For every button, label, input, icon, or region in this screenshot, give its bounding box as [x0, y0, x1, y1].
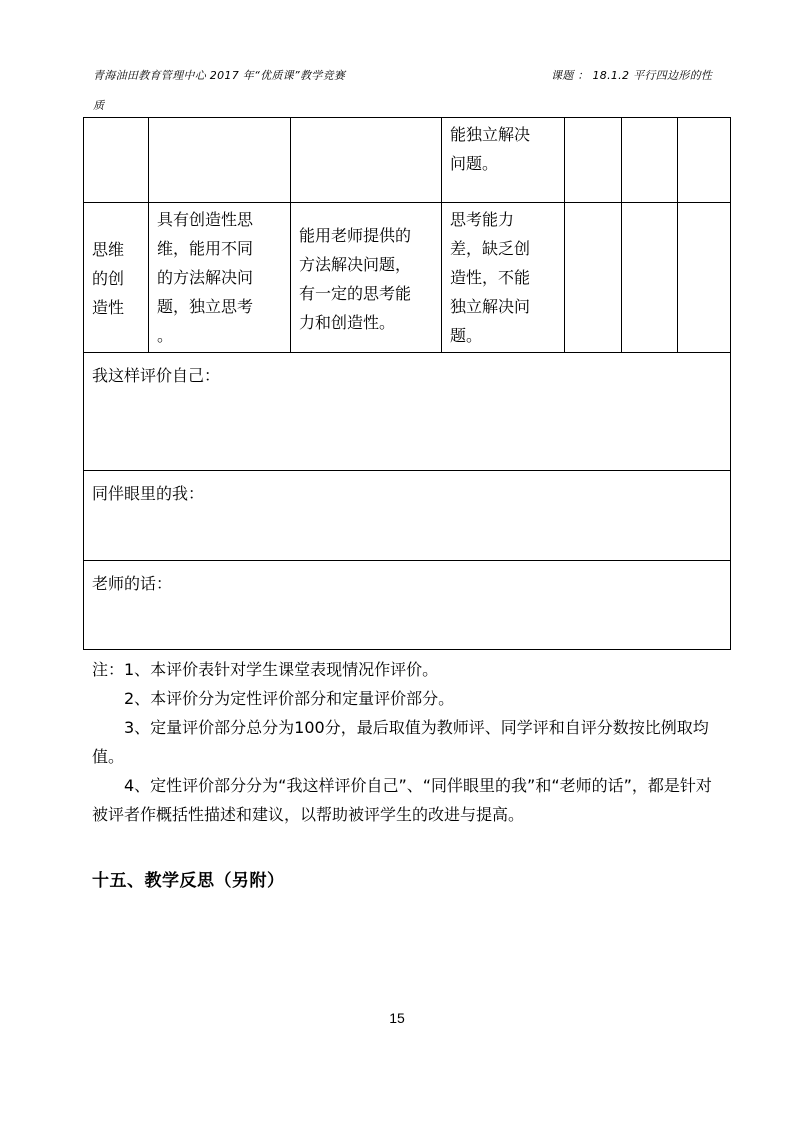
header-title: 青海油田教育管理中心 2017 年“优质课”教学竞赛 — [93, 69, 346, 82]
table-cell-needs-improvement: 能独立解决 问题。 — [442, 118, 565, 203]
teacher-comment-row — [84, 561, 731, 650]
note-item: 3、定量评价部分总分为100分，最后取值为教师评、同学评和自评分数按比例取均值。 — [92, 718, 709, 766]
self-evaluation-label: 我这样评价自己： — [92, 366, 221, 385]
table-row — [84, 203, 731, 353]
table-cell-score-teacher — [678, 203, 731, 353]
evaluation-table — [83, 117, 731, 650]
self-evaluation-row — [84, 353, 731, 471]
note-item: 4、定性评价部分分为“我这样评价自己”、“同伴眼里的我”和“老师的话”，都是针对被评者作概括性描述和建议，以帮助被评学生的改进与提高。 — [92, 776, 712, 824]
table-cell-criterion — [84, 118, 149, 203]
header-lesson-topic: 课题 ： 18.1.2 平行四边形的性 — [551, 69, 713, 82]
header-lesson-topic-continued: 质 — [93, 99, 104, 112]
table-cell-score-peer — [622, 118, 678, 203]
evaluation-notes — [92, 655, 722, 829]
table-cell-score-self — [565, 118, 622, 203]
table-cell-criterion: 思维 的创 造性 — [84, 203, 149, 353]
peer-evaluation-cell — [84, 471, 731, 561]
section-heading: 十五、教学反思（另附） — [92, 871, 285, 891]
note-item: 注：1、本评价表针对学生课堂表现情况作评价。 — [92, 660, 439, 679]
table-cell-good — [291, 118, 442, 203]
page-number: 15 — [389, 1010, 405, 1026]
peer-evaluation-label: 同伴眼里的我： — [92, 484, 205, 503]
table-row — [84, 118, 731, 203]
table-cell-good: 能用老师提供的 方法解决问题， 有一定的思考能 力和创造性。 — [291, 203, 442, 353]
table-cell-score-teacher — [678, 118, 731, 203]
table-cell-score-self — [565, 203, 622, 353]
teacher-comment-cell — [84, 561, 731, 650]
table-cell-excellent: 具有创造性思 维，能用不同 的方法解决问 题，独立思考 。 — [149, 203, 291, 353]
note-item: 2、本评价分为定性评价部分和定量评价部分。 — [124, 689, 455, 708]
table-cell-score-peer — [622, 203, 678, 353]
self-evaluation-cell — [84, 353, 731, 471]
table-cell-excellent — [149, 118, 291, 203]
teacher-comment-label: 老师的话： — [92, 574, 173, 593]
table-cell-needs-improvement: 思考能力 差，缺乏创 造性，不能 独立解决问 题。 — [442, 203, 565, 353]
peer-evaluation-row — [84, 471, 731, 561]
